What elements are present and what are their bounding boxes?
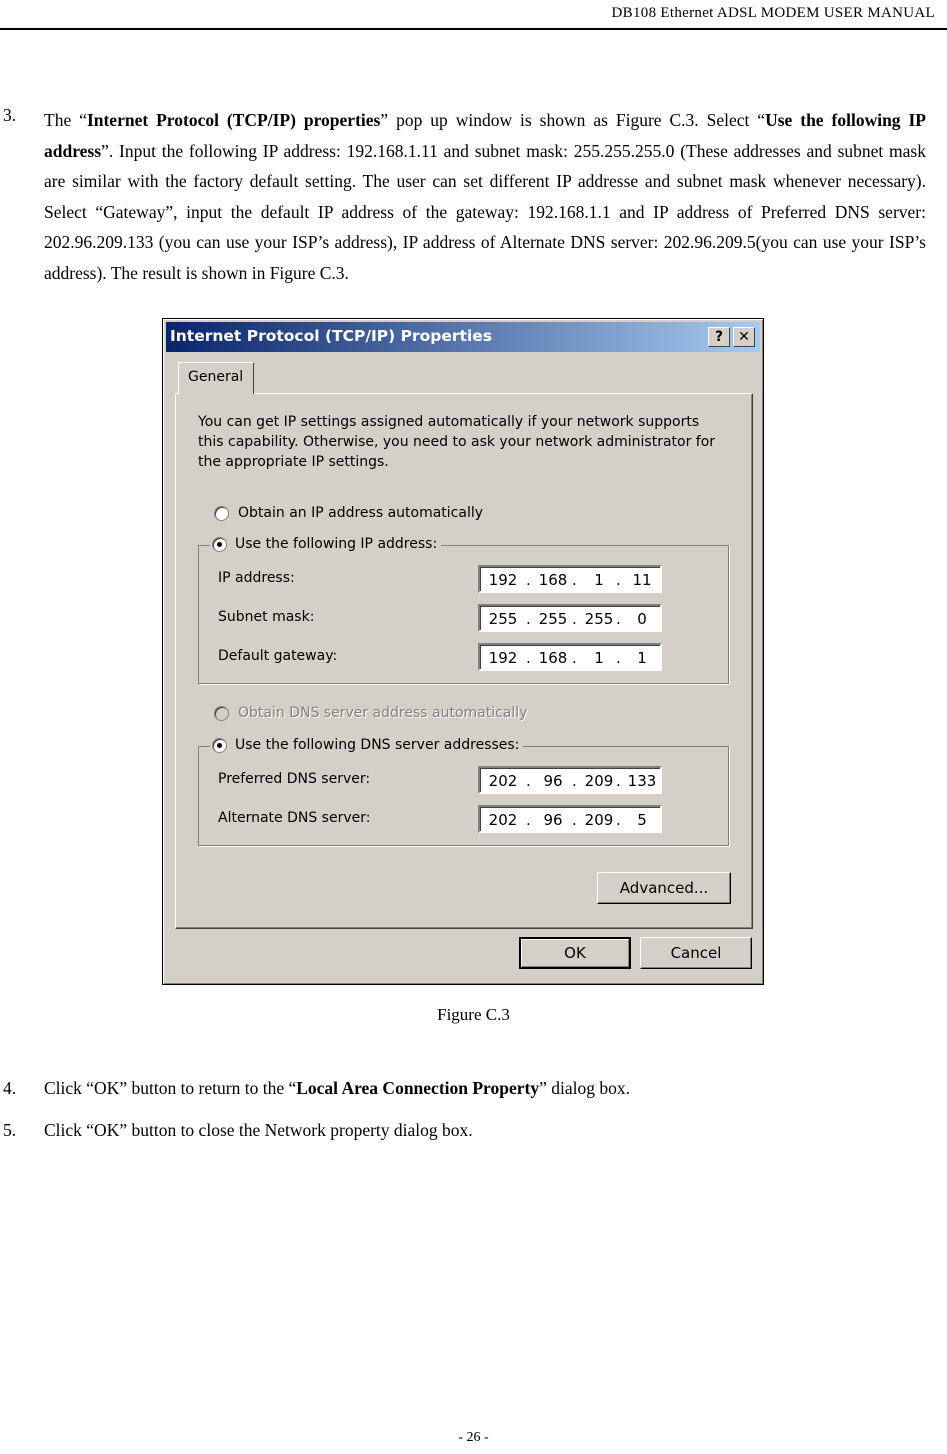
ip-dot-separator: .	[572, 571, 577, 589]
ip-octet: 209	[584, 811, 614, 829]
obtain-dns-radio	[214, 706, 229, 721]
ip-octet: 192	[488, 571, 518, 589]
ip-octet: 192	[488, 649, 518, 667]
alternate-dns-label: Alternate DNS server:	[218, 810, 371, 826]
step-4-text	[44, 1073, 924, 1104]
subnet-mask-field[interactable]	[478, 604, 662, 632]
intro-text: You can get IP settings assigned automatically if your network supports this capability. Otherwise, you need to ask your network administrator for the appropriate IP settings.	[198, 414, 716, 470]
default-gateway-field[interactable]	[478, 643, 662, 671]
use-dns-label: Use the following DNS server addresses:	[235, 737, 520, 753]
ip-octet: 255	[488, 610, 518, 628]
ip-octet: 202	[488, 811, 518, 829]
cancel-button[interactable]: Cancel	[640, 937, 752, 969]
preferred-dns-field[interactable]	[478, 766, 662, 794]
text-run: The “	[44, 110, 87, 130]
close-icon: ✕	[738, 329, 750, 345]
tcpip-properties-dialog	[162, 318, 764, 985]
ip-dot-separator: .	[526, 772, 531, 790]
ip-octet: 5	[637, 811, 647, 829]
ip-dot-separator: .	[616, 772, 621, 790]
text-run: Click “OK” button to return to the “	[44, 1078, 297, 1098]
text-run: ” dialog box.	[539, 1078, 630, 1098]
ip-address-label: IP address:	[218, 570, 295, 586]
ip-octet: 11	[632, 571, 652, 589]
ip-dot-separator: .	[526, 610, 531, 628]
ip-dot-separator: .	[572, 811, 577, 829]
ip-octet: 96	[543, 811, 563, 829]
tab-general[interactable]	[178, 362, 254, 394]
ip-dot-separator: .	[572, 649, 577, 667]
obtain-dns-label: Obtain DNS server address automatically	[238, 705, 528, 721]
step-4-number: 4.	[3, 1078, 17, 1098]
obtain-ip-label: Obtain an IP address automatically	[238, 505, 484, 521]
text-run: Use the following IP address	[44, 110, 926, 161]
ip-dot-separator: .	[572, 610, 577, 628]
ip-octet: 133	[627, 772, 657, 790]
text-run: ” pop up window is shown as Figure C.3. Select “	[380, 110, 766, 130]
ip-octet: 202	[488, 772, 518, 790]
close-button[interactable]	[733, 327, 755, 347]
ip-octet: 255	[538, 610, 568, 628]
ip-dot-separator: .	[572, 772, 577, 790]
help-button[interactable]: ?	[708, 327, 730, 347]
ip-octet: 168	[538, 649, 568, 667]
ip-octet: 255	[584, 610, 614, 628]
use-dns-radio[interactable]	[212, 738, 227, 753]
ip-dot-separator: .	[526, 649, 531, 667]
ip-octet: 1	[594, 649, 604, 667]
ip-octet: 0	[637, 610, 647, 628]
step-5-text	[44, 1115, 924, 1146]
ip-dot-separator: .	[616, 610, 621, 628]
header-title: DB108 Ethernet ADSL MODEM USER MANUAL	[611, 5, 935, 21]
ip-octet: 168	[538, 571, 568, 589]
text-run: Internet Protocol (TCP/IP) properties	[86, 110, 381, 130]
page-number: - 26 -	[458, 1430, 489, 1445]
page-header	[0, 0, 947, 30]
alternate-dns-field[interactable]	[478, 805, 662, 833]
use-ip-label: Use the following IP address:	[235, 536, 438, 552]
figure-caption: Figure C.3	[437, 1005, 510, 1024]
ip-dot-separator: .	[616, 649, 621, 667]
use-ip-legend	[210, 536, 441, 552]
text-run: Local Area Connection Property	[296, 1078, 540, 1098]
ip-dot-separator: .	[526, 571, 531, 589]
ip-octet: 96	[543, 772, 563, 790]
ip-address-field[interactable]	[478, 565, 662, 593]
text-run: ”. Input the following IP address: 192.168.1.11 and subnet mask: 255.255.255.0 (These addresses and subnet mask are similar with the factory default setting. The user can set different IP addresse and subnet mask whenever necessary). Select “Gateway”, input the default IP address of the gateway: 192.168.1.1 and IP address of Preferred DNS server: 202.96.209.133 (you can use your ISP’s address), IP address of Alternate DNS server: 202.96.209.5(you can use your ISP’s address). The result is shown in Figure C.3.	[44, 140, 926, 283]
use-ip-radio[interactable]	[212, 537, 227, 552]
step-3-number: 3.	[3, 105, 17, 125]
default-gateway-label: Default gateway:	[218, 648, 338, 664]
ip-octet: 1	[594, 571, 604, 589]
text-run: Click “OK” button to close the Network property dialog box.	[44, 1120, 473, 1140]
preferred-dns-label: Preferred DNS server:	[218, 771, 371, 787]
ip-octet: 1	[637, 649, 647, 667]
ip-dot-separator: .	[616, 571, 621, 589]
step-5-number: 5.	[3, 1120, 17, 1140]
ip-dot-separator: .	[616, 811, 621, 829]
ok-button[interactable]: OK	[519, 937, 631, 969]
step-3-text	[44, 105, 926, 288]
ip-octet: 209	[584, 772, 614, 790]
obtain-ip-radio[interactable]	[214, 506, 229, 521]
use-dns-legend	[210, 737, 523, 753]
ip-dot-separator: .	[526, 811, 531, 829]
dialog-title: Internet Protocol (TCP/IP) Properties	[170, 327, 493, 345]
title-bar	[166, 322, 760, 352]
tab-general-label: General	[188, 369, 244, 385]
subnet-mask-label: Subnet mask:	[218, 609, 315, 625]
advanced-button[interactable]: Advanced...	[597, 872, 731, 904]
